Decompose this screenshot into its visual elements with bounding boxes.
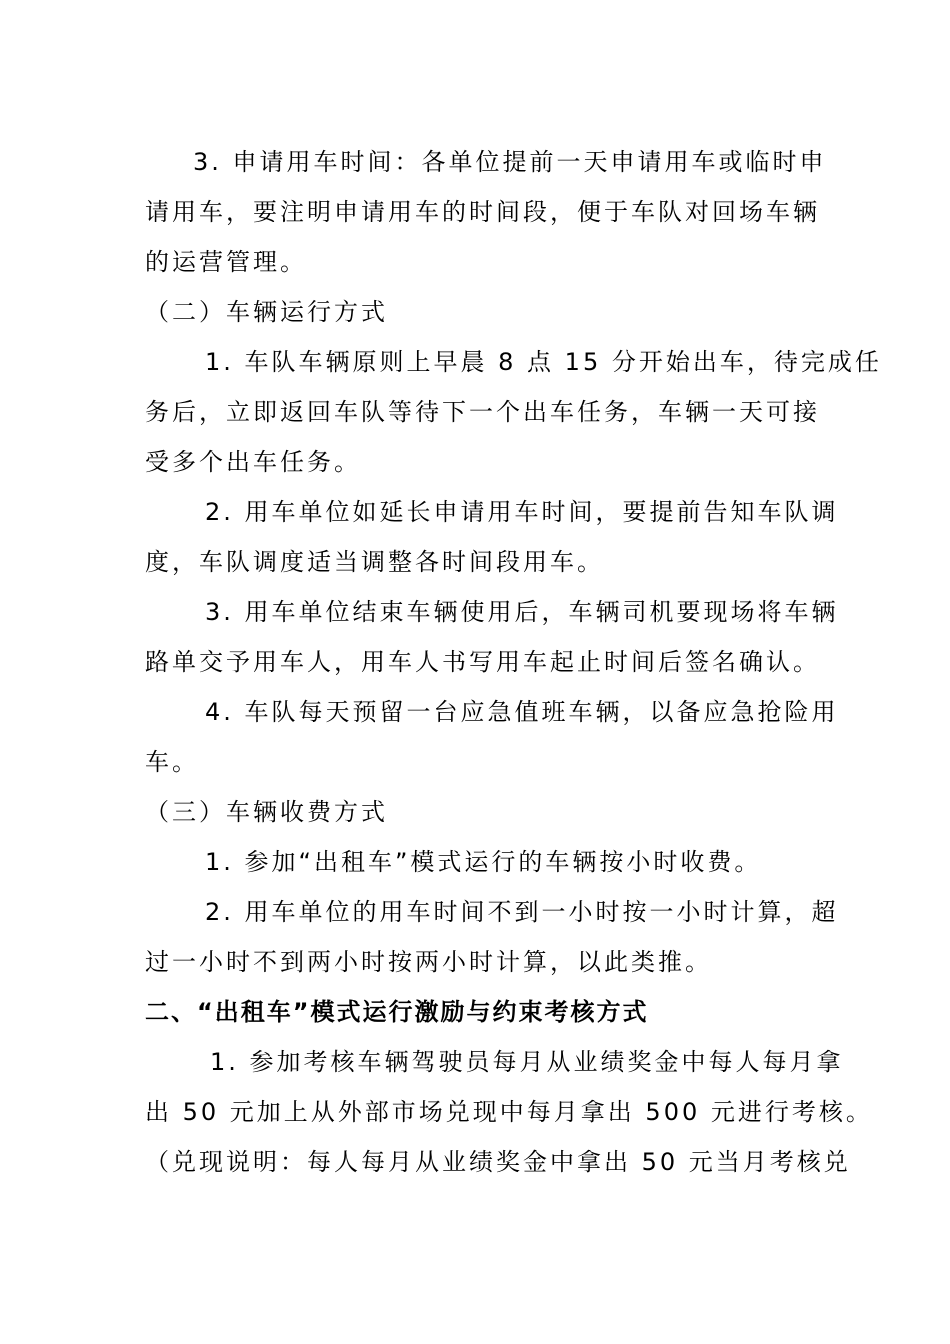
paragraph-line: 请用车，要注明申请用车的时间段，便于车队对回场车辆 — [145, 198, 820, 226]
paragraph-line: 车。 — [145, 748, 199, 776]
paragraph-line: 的运营管理。 — [145, 248, 307, 276]
paragraph-line: 1. 车队车辆原则上早晨 8 点 15 分开始出车，待完成任 — [205, 348, 882, 376]
paragraph-line: 1. 参加“出租车”模式运行的车辆按小时收费。 — [205, 848, 762, 876]
paragraph-line: 路单交予用车人，用车人书写用车起止时间后签名确认。 — [145, 648, 820, 676]
section-heading: （三）车辆收费方式 — [145, 798, 388, 826]
paragraph-line: （兑现说明：每人每月从业绩奖金中拿出 50 元当月考核兑 — [145, 1148, 851, 1176]
paragraph-line: 2. 用车单位的用车时间不到一小时按一小时计算，超 — [205, 898, 839, 926]
paragraph-line: 4. 车队每天预留一台应急值班车辆，以备应急抢险用 — [205, 698, 839, 726]
section-heading: （二）车辆运行方式 — [145, 298, 388, 326]
paragraph-line: 出 50 元加上从外部市场兑现中每月拿出 500 元进行考核。 — [145, 1098, 873, 1126]
paragraph-line: 度，车队调度适当调整各时间段用车。 — [145, 548, 604, 576]
paragraph-line: 务后，立即返回车队等待下一个出车任务，车辆一天可接 — [145, 398, 820, 426]
paragraph-line: 3. 用车单位结束车辆使用后，车辆司机要现场将车辆 — [205, 598, 839, 626]
paragraph-line: 1. 参加考核车辆驾驶员每月从业绩奖金中每人每月拿 — [210, 1048, 844, 1076]
paragraph-line: 2. 用车单位如延长申请用车时间，要提前告知车队调 — [205, 498, 839, 526]
paragraph-line: 3. 申请用车时间：各单位提前一天申请用车或临时申 — [193, 148, 827, 176]
paragraph-line: 受多个出车任务。 — [145, 448, 361, 476]
paragraph-line: 过一小时不到两小时按两小时计算，以此类推。 — [145, 948, 712, 976]
chapter-heading: 二、“出租车”模式运行激励与约束考核方式 — [145, 998, 649, 1026]
